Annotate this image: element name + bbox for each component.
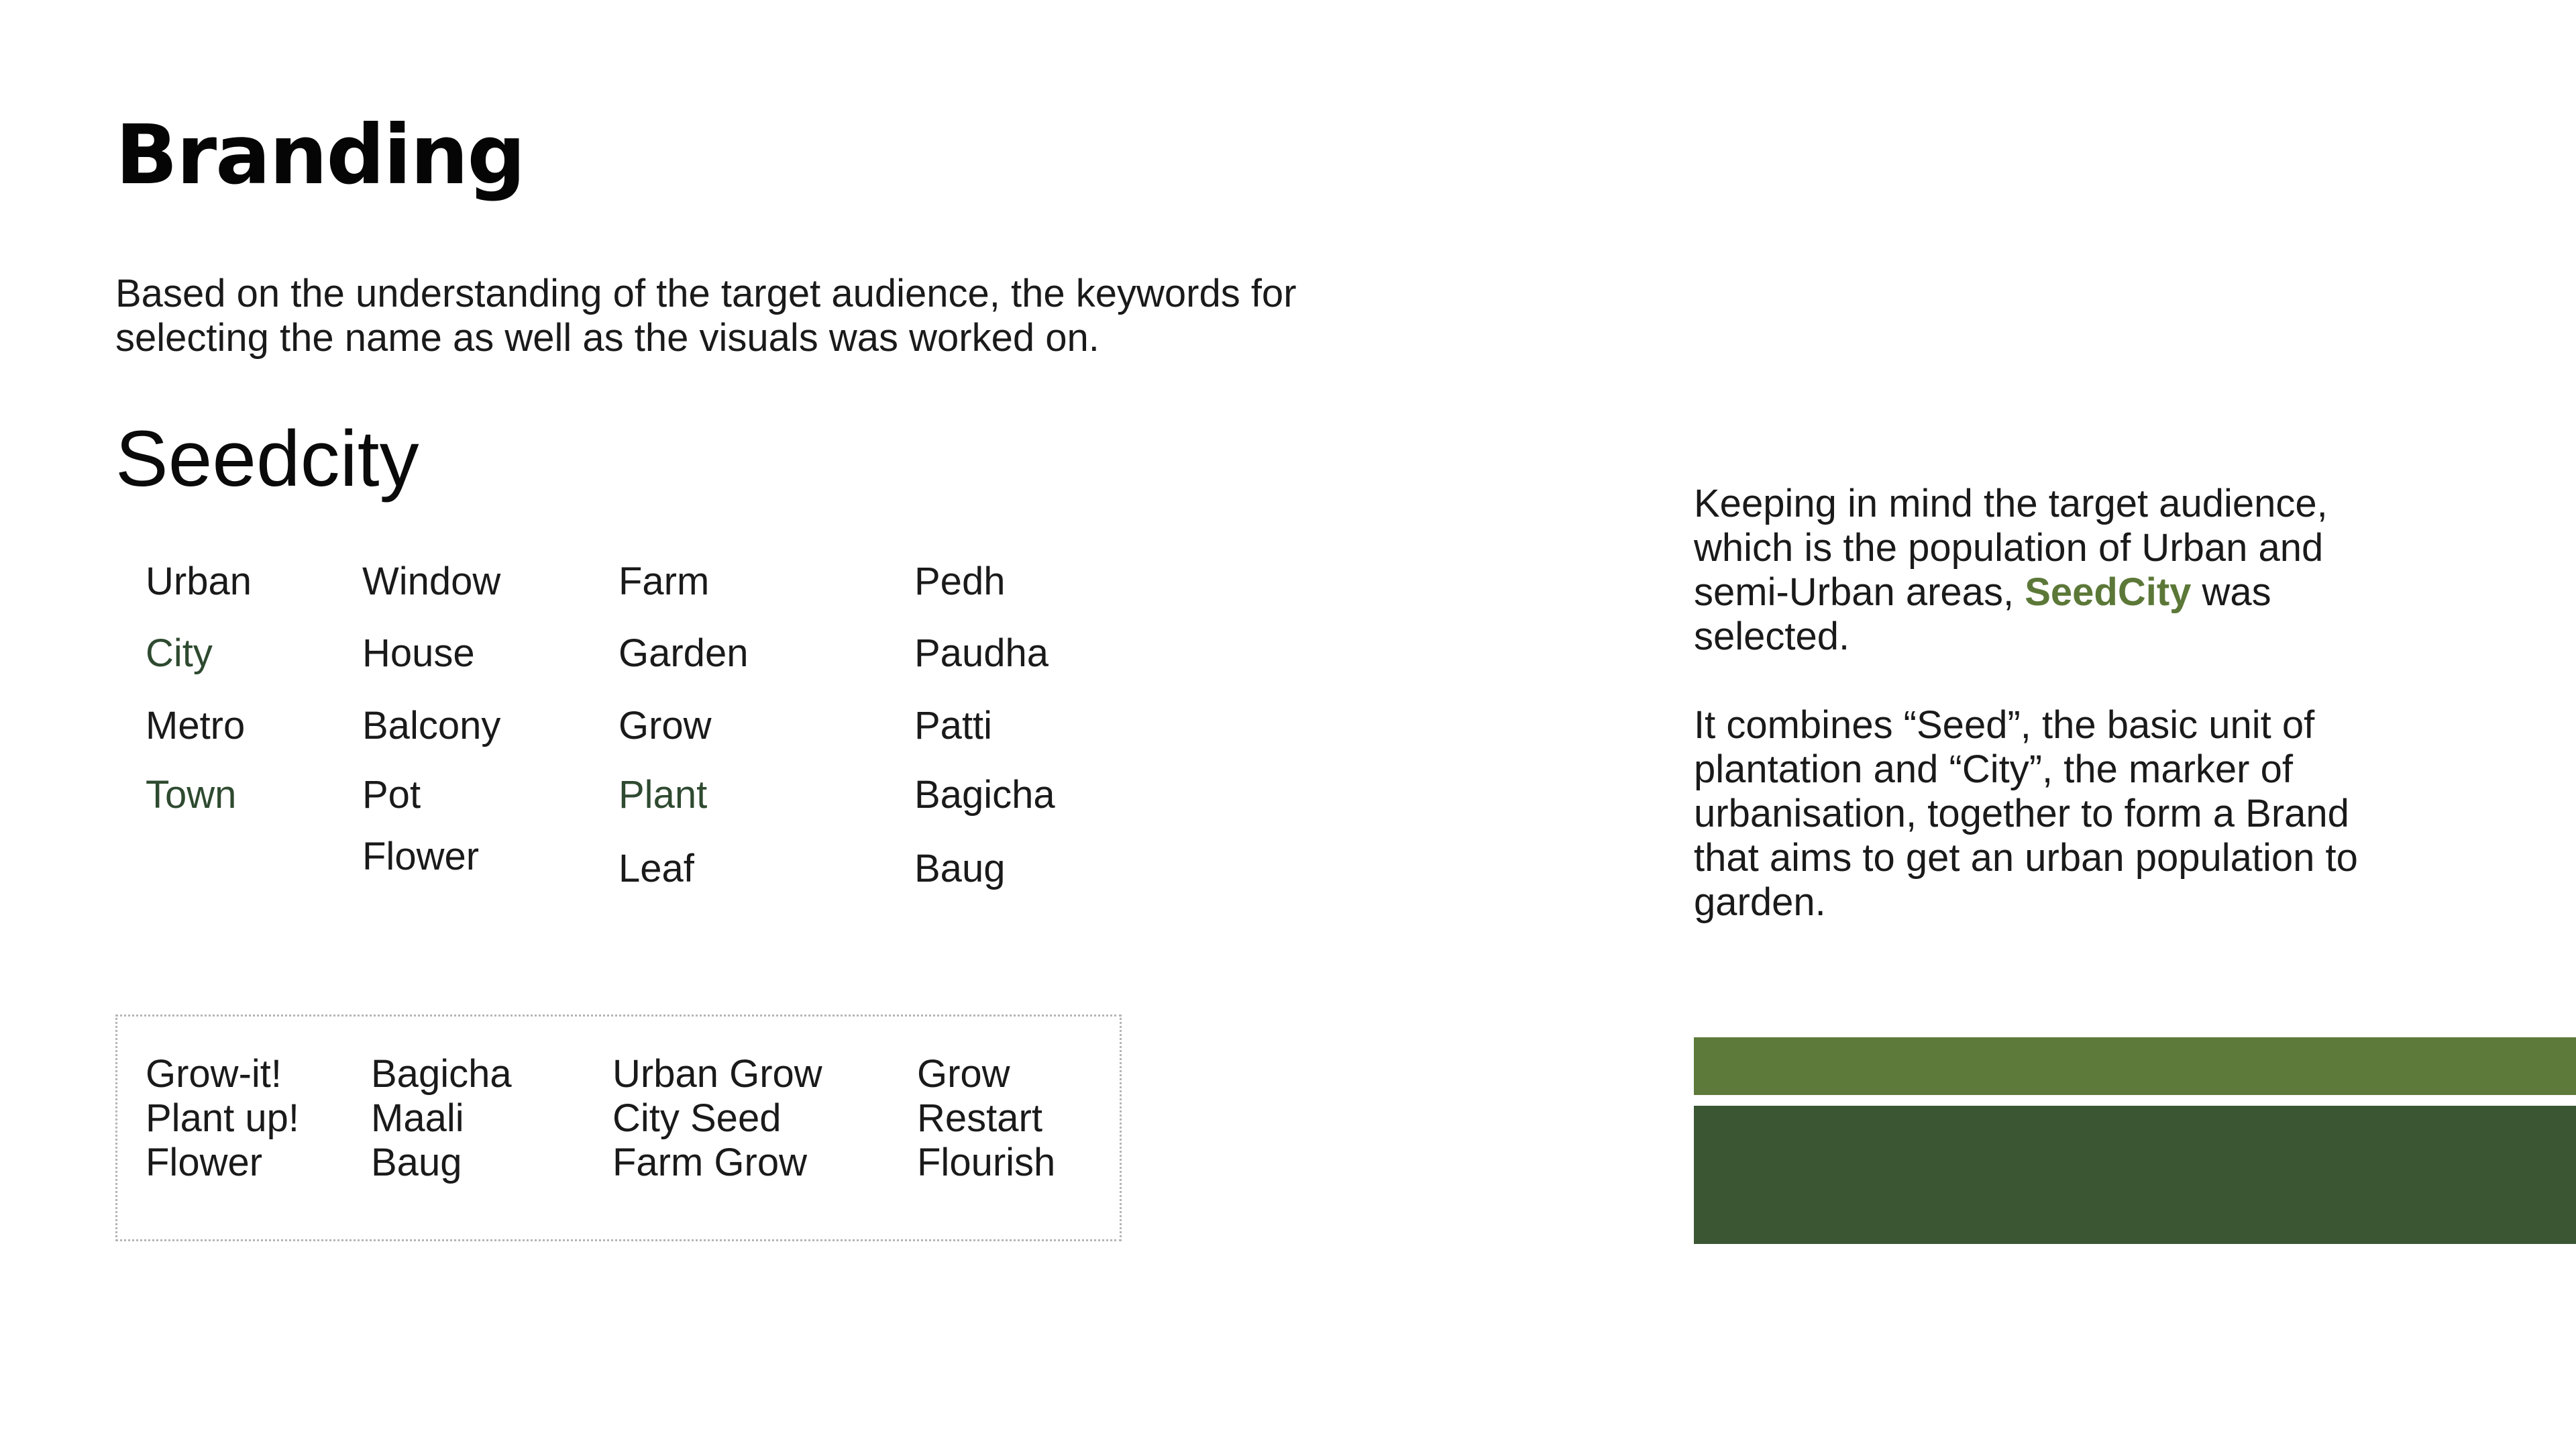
keyword-metro: Metro <box>146 704 246 747</box>
keyword-pot: Pot <box>362 773 421 817</box>
keyword-leaf: Leaf <box>619 847 694 890</box>
rationale-text: was selected. <box>1694 570 2271 658</box>
name-options-box <box>115 1015 1122 1241</box>
name-option: Urban Grow <box>612 1052 822 1096</box>
keyword-window: Window <box>362 560 501 603</box>
keyword-balcony: Balcony <box>362 704 501 747</box>
name-option: Baug <box>371 1141 462 1184</box>
name-option: Flourish <box>917 1141 1056 1184</box>
name-option: Grow <box>917 1052 1010 1096</box>
keyword-town: Town <box>146 773 237 817</box>
keyword-urban: Urban <box>146 560 252 603</box>
color-swatch-dark-green <box>1694 1106 2576 1244</box>
rationale-text: Keeping in mind the target audience, which is the population of Urban and semi-Urban areas, <box>1694 482 2328 614</box>
keyword-patti: Patti <box>914 704 993 747</box>
keyword-plant: Plant <box>619 773 708 817</box>
keyword-pedh: Pedh <box>914 560 1006 603</box>
name-options-column-3 <box>612 1052 822 1185</box>
color-swatch-light-green <box>1694 1037 2576 1095</box>
name-option: Bagicha <box>371 1052 512 1096</box>
name-option: Restart <box>917 1096 1042 1140</box>
rationale-paragraph-2: It combines “Seed”, the basic unit of plantation and “City”, the marker of urbanisation, together to form a Brand that aims to get an urban population to garden. <box>1694 703 2358 924</box>
keyword-baug: Baug <box>914 847 1006 890</box>
keyword-grow: Grow <box>619 704 712 747</box>
name-options-column-1 <box>146 1052 299 1185</box>
brand-name-heading: Seedcity <box>115 415 419 503</box>
brand-highlight: SeedCity <box>2025 570 2192 614</box>
keyword-flower: Flower <box>362 835 480 878</box>
keyword-house: House <box>362 631 475 675</box>
name-option: Plant up! <box>146 1096 299 1140</box>
name-option: Maali <box>371 1096 464 1140</box>
keyword-farm: Farm <box>619 560 710 603</box>
name-options-column-4 <box>917 1052 1055 1185</box>
page-title: Branding <box>115 107 525 203</box>
name-option: Grow-it! <box>146 1052 282 1096</box>
keyword-paudha: Paudha <box>914 631 1049 675</box>
intro-paragraph: Based on the understanding of the target audience, the keywords for selecting the name as well as the visuals was worked on. <box>115 272 1297 360</box>
name-option: Flower <box>146 1141 263 1184</box>
brand-rationale <box>1694 482 2365 925</box>
rationale-paragraph-1 <box>1694 482 2365 659</box>
name-option: City Seed <box>612 1096 782 1140</box>
name-option: Farm Grow <box>612 1141 807 1184</box>
keyword-bagicha: Bagicha <box>914 773 1055 817</box>
keyword-city: City <box>146 631 213 675</box>
keyword-garden: Garden <box>619 631 749 675</box>
name-options-column-2 <box>371 1052 512 1185</box>
